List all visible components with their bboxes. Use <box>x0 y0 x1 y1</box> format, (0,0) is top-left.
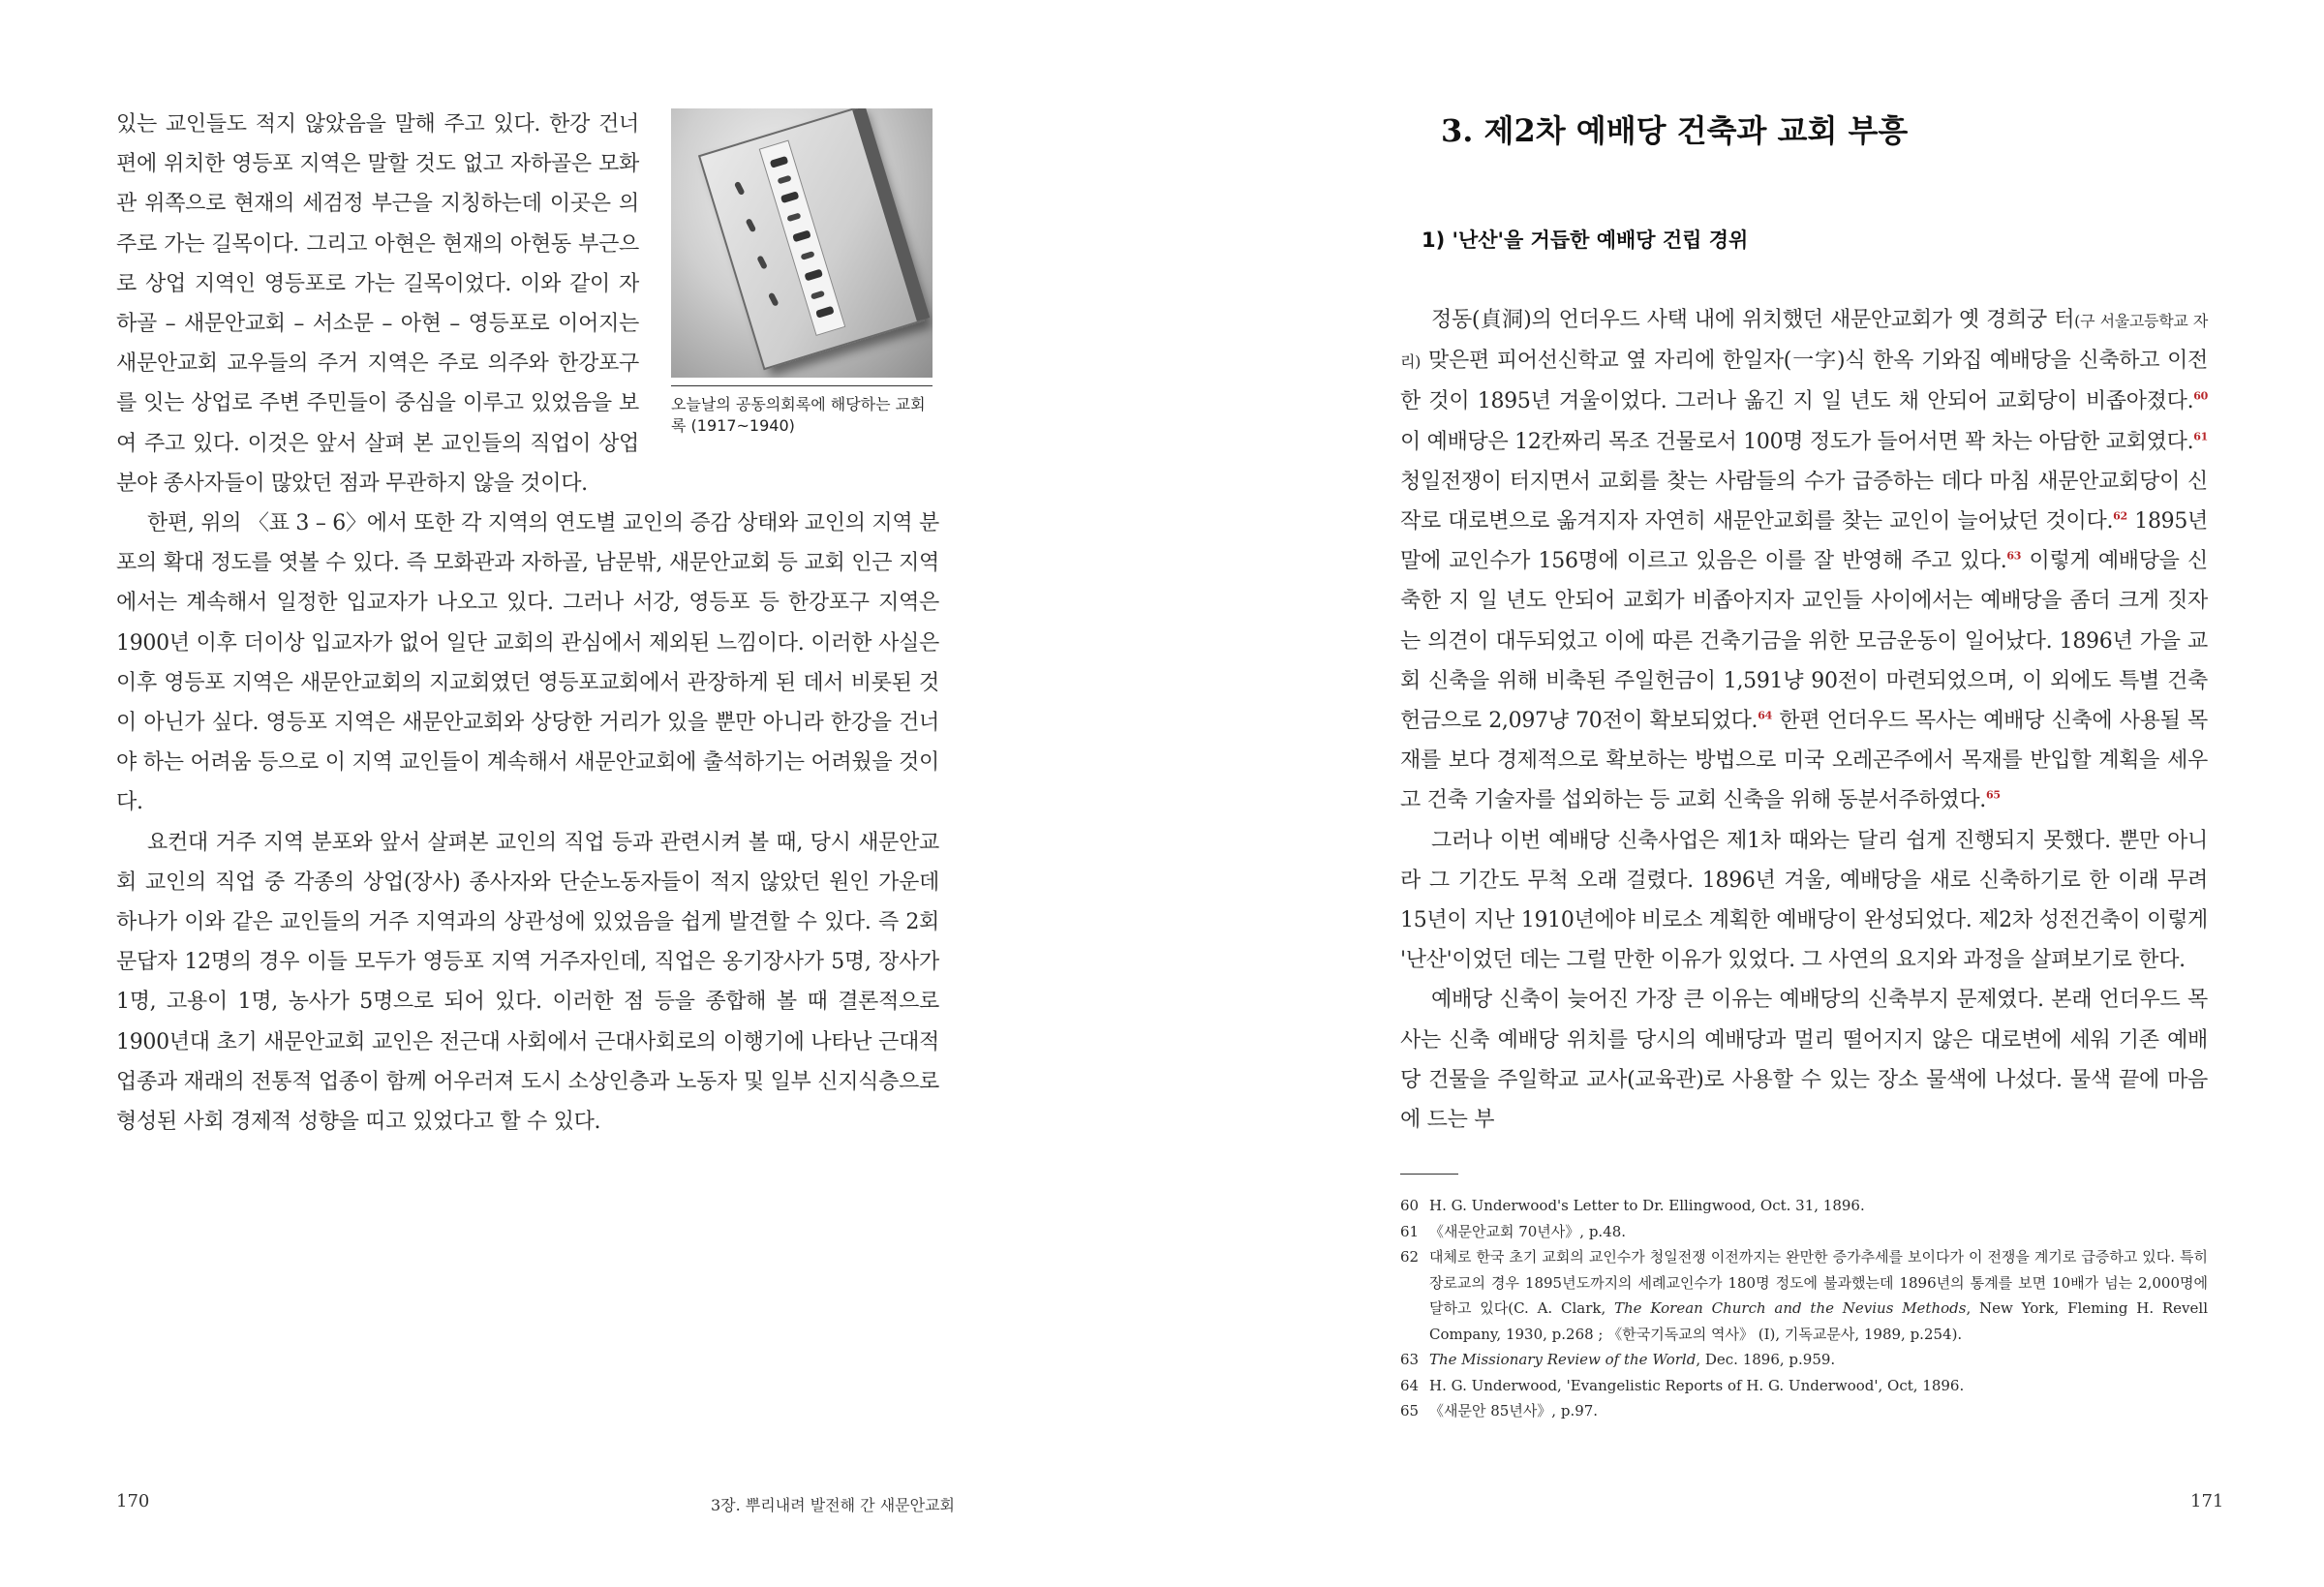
paragraph: 예배당 신축이 늦어진 가장 큰 이유는 예배당의 신축부지 문제였다. 본래 언더우드 목사는 신축 예배당 위치를 당시의 예배당과 멀리 떨어지지 않은 대로변에 세워 기존 예배당 건물을 주일학교 교사(교육관)로 사용할 수 있는 장소 물색에 나섰다. 물색 끝에 마음에 드는 부 <box>1400 988 2208 1133</box>
photo-caption: 오늘날의 공동의회록에 해당하는 교회록 (1917~1940) <box>671 395 926 435</box>
footnote: 61 《새문안교회 70년사》, p.48. <box>1400 1222 1627 1240</box>
footnotes <box>1400 1193 2208 1424</box>
right-main-text <box>1400 300 2208 1140</box>
footnote-ref[interactable]: 64 <box>1758 709 1772 722</box>
subsection-title: 1) '난산'을 거듭한 예배당 건립 경위 <box>1422 229 1749 252</box>
paragraph: 한편, 위의 〈표 3 – 6〉에서 또한 각 지역의 연도별 교인의 증감 상태와 교인의 지역 분포의 확대 정도를 엿볼 수 있다. 즉 모화관과 자하골, 남문밖, 새문안교회 등 교회 인근 지역에서는 계속해서 일정한 입교자가 나오고 있다. 그러나 서강, 영등포 등 한강포구 지역은 1900년 이후 더이상 입교자가 없어 일단 교회의 관심에서 제외된 느낌이다. 이러한 사실은 이후 영등포 지역은 새문안교회의 지교회였던 영등포교회에서 관장하게 된 데서 비롯된 것이 아닌가 싶다. 영등포 지역은 새문안교회와 상당한 거리가 있을 뿐만 아니라 한강을 건너야 하는 어려움 등으로 이 지역 교인들이 계속해서 새문안교회에 출석하기는 어려웠을 것이다. <box>116 511 939 815</box>
footnote-ref[interactable]: 61 <box>2193 430 2208 443</box>
footnote-ref[interactable]: 62 <box>2113 509 2127 523</box>
page-number-left: 170 <box>116 1491 150 1511</box>
footnote-ref[interactable]: 63 <box>2006 549 2022 563</box>
footnote: 64 H. G. Underwood, 'Evangelistic Reports of H. G. Underwood', Oct, 1896. <box>1400 1376 1965 1394</box>
paragraph: 요컨대 거주 지역 분포와 앞서 살펴본 교인의 직업 등과 관련시켜 볼 때, 당시 새문안교회 교인의 직업 중 각종의 상업(장사) 종사자와 단순노동자들이 적지 않았던 원인 가운데 하나가 이와 같은 교인들의 거주 지역과의 상관성에 있었음을 쉽게 발견할 수 있다. 즉 2회 문답자 12명의 경우 이들 모두가 영등포 지역 거주자인데, 직업은 옹기장사가 5명, 장사가 1명, 고용이 1명, 농사가 5명으로 되어 있다. 이러한 점 등을 종합해 볼 때 결론적으로 1900년대 초기 새문안교회 교인은 전근대 사회에서 근대사회로의 이행기에 나타난 근대적 업종과 재래의 전통적 업종이 함께 어우러져 도시 소상인층과 노동자 및 일부 신지식층으로 형성된 사회 경제적 성향을 띠고 있었다고 할 수 있다. <box>116 830 939 1135</box>
footnote-ref[interactable]: 60 <box>2193 390 2208 404</box>
footnote: 60 H. G. Underwood's Letter to Dr. Ellingwood, Oct. 31, 1896. <box>1400 1197 1865 1214</box>
footnote: 65 《새문안 85년사》, p.97. <box>1400 1402 1599 1419</box>
footnote-ref[interactable]: 65 <box>1986 789 2001 803</box>
section-title: 3. 제2차 예배당 건축과 교회 부흥 <box>1441 112 1909 149</box>
footnote-divider <box>1400 1174 1458 1175</box>
footnote: 62 대체로 한국 초기 교회의 교인수가 청일전쟁 이전까지는 완만한 증가추세를 보이다가 이 전쟁을 계기로 급증하고 있다. 특히 장로교의 경우 1895년도까지의 세례교인수가 180명 정도에 불과했는데 1896년의 통계를 보면 10배가 넘는 2,000명에 달하고 있다(C. A. Clark, The Korean Church and the Nevius Methods, New York, Fleming H. Revell Company, 1930, p.268 ; 《한국기독교의 역사》 (I), 기독교문사, 1989, p.254). <box>1400 1248 2208 1343</box>
paragraph: 정동(貞洞)의 언더우드 사택 내에 위치했던 새문안교회가 옛 경희궁 터(구 서울고등학교 자리) 맞은편 피어선신학교 옆 자리에 한일자(一字)식 한옥 기와집 예배당을 신축하고 이전한 것이 1895년 겨울이었다. 그러나 옮긴 지 일 년도 채 안되어 교회당이 비좁아졌다.$^{60}$ 이 예배당은 12칸짜리 목조 건물로서 100명 정도가 들어서면 꽉 차는 아담한 교회였다.$^{61}$ 청일전쟁이 터지면서 교회를 찾는 사람들의 수가 급증하는 데다 마침 새문안교회당이 신작로 대로변으로 옮겨지자 자연히 새문안교회를 찾는 교인이 늘어났던 것이다.$^{62}$ 1895년 말에 교인수가 156명에 이르고 있음은 이를 잘 반영해 주고 있다.$^{63}$ 이렇게 예배당을 신축한 지 일 년도 안되어 교회가 비좁아지자 교인들 사이에서는 예배당을 좀더 크게 짓자는 의견이 대두되었고 이에 따른 건축기금을 위한 모금운동이 일어났다. 1896년 가을 교회 신축을 위해 비축된 주일헌금이 1,591냥 90전이 마련되었으며, 이 외에도 특별 건축헌금으로 2,097냥 70전이 확보되었다.$^{64}$ 한편 언더우드 목사는 예배당 신축에 사용될 목재를 보다 경제적으로 확보하는 방법으로 미국 오레곤주에서 목재를 반입할 계획을 세우고 건축 기술자를 섭외하는 등 교회 신축을 위해 동분서주하였다.$^{65}$ <box>1400 308 2208 813</box>
running-head: 3장. 뿌리내려 발전해 간 새문안교회 <box>711 1496 955 1514</box>
page-number-right: 171 <box>2190 1491 2224 1511</box>
paragraph: 있는 교인들도 적지 않았음을 말해 주고 있다. 한강 건너편에 위치한 영등포 지역은 말할 것도 없고 자하골은 모화관 위쪽으로 현재의 세검정 부근을 지칭하는데 이곳은 의주로 가는 길목이다. 그리고 아현은 현재의 아현동 부근으로 상업 지역인 영등포로 가는 길목이었다. 이와 같이 자하골 – 새문안교회 – 서소문 – 아현 – 영등포로 이어지는 새문안교회 교우들의 주거 지역은 주로 의주와 한강포구를 잇는 상업로 주변 주민들이 중심을 이루고 있었음을 보여 주고 있다. 이것은 앞서 살펴 본 교인들의 직업이 상업분야 종사자들이 많았던 점과 무관하지 않을 것이다. <box>116 112 639 496</box>
paragraph: 그러나 이번 예배당 신축사업은 제1차 때와는 달리 쉽게 진행되지 못했다. 뿐만 아니라 그 기간도 무척 오래 걸렸다. 1896년 겨울, 예배당을 새로 신축하기로 한 이래 무려 15년이 지난 1910년에야 비로소 계획한 예배당이 완성되었다. 제2차 성전건축이 이렇게 '난산'이었던 데는 그럴 만한 이유가 있었다. 그 사연의 요지와 과정을 살펴보기로 한다. <box>1400 828 2208 973</box>
footnote: 63 The Missionary Review of the World, Dec. 1896, p.959. <box>1400 1351 1836 1368</box>
